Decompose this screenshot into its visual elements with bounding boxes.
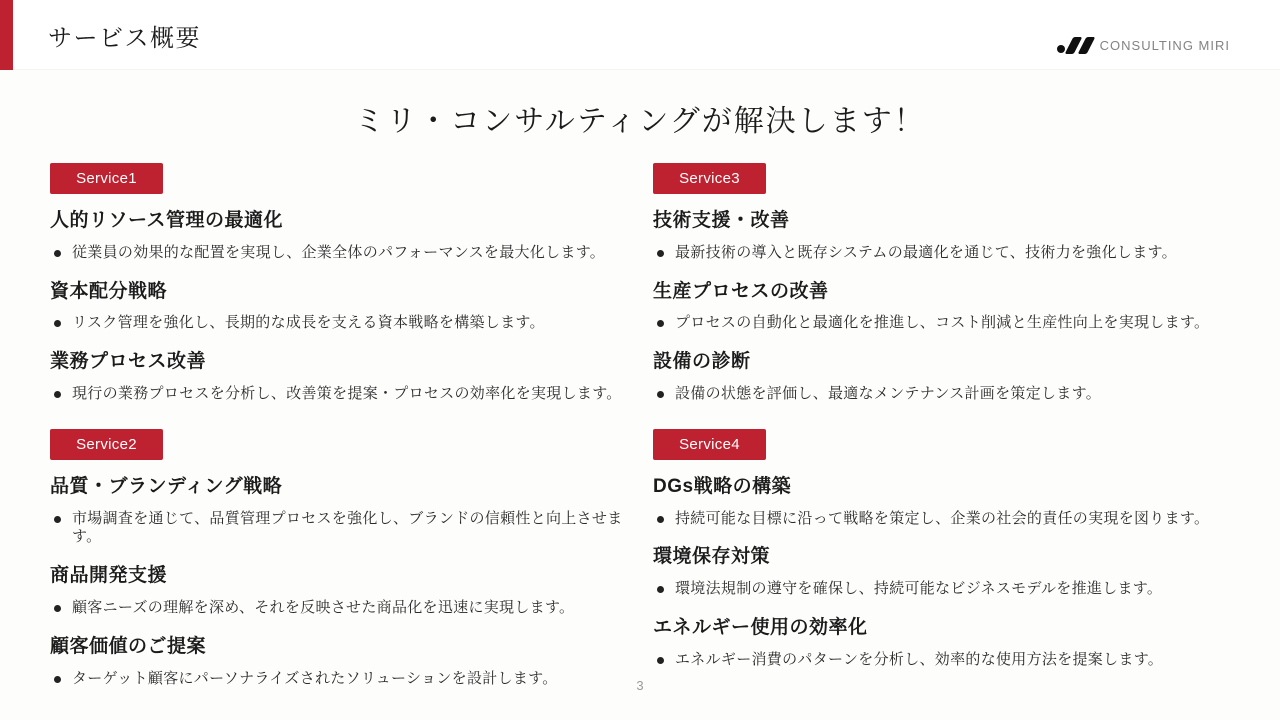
service1-badge: Service1 — [50, 163, 163, 194]
service-item-bullet: 最新技術の導入と既存システムの最適化を通じて、技術力を強化します。 — [675, 243, 1177, 261]
left-column — [50, 163, 629, 706]
service-item-bullet: 顧客ニーズの理解を深め、それを反映させた商品化を迅速に実現します。 — [72, 598, 575, 616]
service-item — [653, 617, 1232, 670]
bullet-dot-icon — [657, 391, 664, 398]
bullet-dot-icon — [657, 586, 664, 593]
services-grid — [50, 163, 1232, 706]
service-item — [50, 565, 629, 618]
bullet-dot-icon — [54, 391, 61, 398]
service-item-bullet-row — [50, 385, 629, 404]
page-number: 3 — [636, 678, 644, 693]
service3-badge: Service3 — [653, 163, 766, 194]
service-item-bullet: リスク管理を強化し、長期的な成長を支える資本戦略を構築します。 — [72, 314, 545, 332]
bullet-dot-icon — [54, 320, 61, 327]
service-item-heading: 商品開発支援 — [50, 565, 168, 587]
service-item-bullet-row — [50, 314, 629, 333]
service-item-bullet-row — [653, 651, 1232, 670]
bullet-dot-icon — [54, 250, 61, 257]
service-item-bullet-row — [653, 244, 1232, 263]
service2-badge: Service2 — [50, 429, 163, 460]
bullet-dot-icon — [657, 657, 664, 664]
service-item-heading: 顧客価値のご提案 — [50, 635, 207, 657]
service-item — [653, 476, 1232, 529]
service-item-bullet-row — [50, 244, 629, 263]
service-item-bullet-row — [653, 580, 1232, 599]
service-item-bullet: ターゲット顧客にパーソナライズされたソリューションを設計します。 — [72, 669, 558, 687]
slide-header — [0, 0, 1280, 70]
service-item-bullet-row — [653, 385, 1232, 404]
bullet-dot-icon — [657, 516, 664, 523]
service-item — [50, 210, 629, 263]
service-item-bullet-row — [653, 314, 1232, 333]
service-section-3 — [653, 163, 1232, 404]
header-accent-bar — [0, 0, 13, 70]
service-section-4 — [653, 429, 1232, 670]
service-section-2 — [50, 429, 629, 689]
bullet-dot-icon — [657, 320, 664, 327]
bullet-dot-icon — [54, 605, 61, 612]
service-item-bullet: 従業員の効果的な配置を実現し、企業全体のパフォーマンスを最大化します。 — [72, 243, 606, 261]
service-item-bullet-row — [50, 510, 629, 548]
service-item-heading: 生産プロセスの改善 — [653, 280, 829, 302]
service-item — [653, 546, 1232, 599]
service-item-heading: 人的リソース管理の最適化 — [50, 210, 284, 231]
main-title: ミリ・コンサルティングが解決します！ — [354, 105, 926, 138]
service-item-bullet: 環境法規制の遵守を確保し、持続可能なビジネスモデルを推進します。 — [675, 580, 1163, 598]
service-item-heading: 資本配分戦略 — [50, 280, 168, 302]
service-item-heading: 環境保存対策 — [653, 546, 771, 568]
logo-dot-icon — [1057, 45, 1065, 53]
service-item-bullet: 市場調査を通じて、品質管理プロセスを強化し、ブランドの信頼性と向上させます。 — [72, 509, 623, 546]
service-item-heading: 設備の診断 — [653, 351, 751, 373]
logo-mark-icon — [1057, 37, 1091, 54]
service-item-bullet: エネルギー消費のパターンを分析し、効率的な使用方法を提案します。 — [675, 650, 1164, 668]
service-item-bullet: プロセスの自動化と最適化を推進し、コスト削減と生産性向上を実現します。 — [675, 314, 1210, 332]
bullet-dot-icon — [54, 516, 61, 523]
service-item — [653, 351, 1232, 404]
service-item-bullet: 現行の業務プロセスを分析し、改善策を提案・プロセスの効率化を実現します。 — [72, 385, 622, 403]
logo-text: CONSULTING MIRI — [1099, 38, 1230, 53]
service-item — [50, 476, 629, 547]
company-logo — [1057, 37, 1230, 54]
service-item-bullet: 持続可能な目標に沿って戦略を策定し、企業の社会的責任の実現を図ります。 — [675, 509, 1210, 527]
service-item-heading: 品質・ブランディング戦略 — [50, 475, 283, 497]
service-item-bullet: 設備の状態を評価し、最適なメンテナンス計画を策定します。 — [675, 385, 1102, 403]
service-item — [50, 351, 629, 404]
service4-badge: Service4 — [653, 429, 766, 460]
service-item — [653, 210, 1232, 263]
right-column — [653, 163, 1232, 706]
service-item-heading: エネルギー使用の効率化 — [653, 616, 868, 638]
service-item-bullet-row — [653, 510, 1232, 529]
service-section-1 — [50, 163, 629, 404]
service-item — [653, 281, 1232, 334]
service-item-heading: DGs戦略の構築 — [653, 475, 792, 497]
service-item-bullet-row — [50, 599, 629, 618]
service-item-heading: 業務プロセス改善 — [50, 351, 207, 373]
page-title: サービス概要 — [48, 25, 201, 52]
service-item-heading: 技術支援・改善 — [653, 210, 790, 231]
bullet-dot-icon — [657, 250, 664, 257]
service-item — [50, 281, 629, 334]
